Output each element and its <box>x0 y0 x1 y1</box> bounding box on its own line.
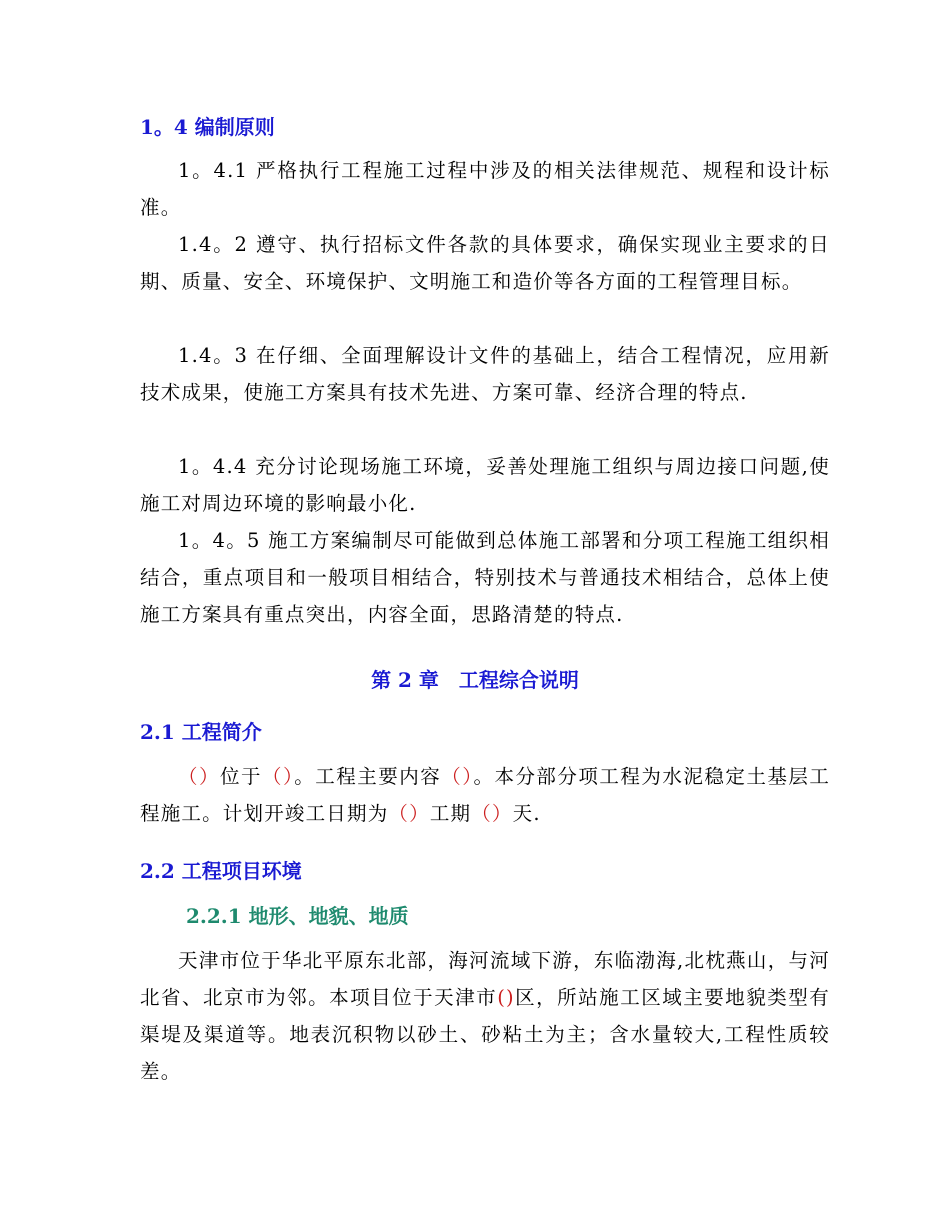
text-run: 区，所站施工区域主要地貌类型有渠堤及渠道等。地表沉积物以砂土、砂粘土为主；含水量较大,工程性质较差。 <box>140 986 830 1083</box>
text-run: 天津市位于华北平原东北部，海河流域下游，东临渤海,北枕燕山，与河北省、北京市为邻。本项目位于天津市 <box>140 949 830 1009</box>
paragraph-1-4-2: 1.4。2 遵守、执行招标文件各款的具体要求，确保实现业主要求的日期、质量、安全、环境保护、文明施工和造价等各方面的工程管理目标。 <box>140 233 830 293</box>
placeholder-blank: （） <box>262 765 295 788</box>
paragraph-1-4-5: 1。4。5 施工方案编制尽可能做到总体施工部署和分项工程施工组织相结合，重点项目和一般项目相结合，特别技术与普通技术相结合，总体上使施工方案具有重点突出，内容全面，思路清楚的特点. <box>140 529 830 626</box>
paragraph-1-4-3: 1.4。3 在仔细、全面理解设计文件的基础上，结合工程情况，应用新技术成果，使施工方案具有技术先进、方案可靠、经济合理的特点. <box>140 344 830 404</box>
section-heading-2-2: 2.2 工程项目环境 <box>140 859 302 883</box>
section-heading-1-4: 1。4 编制原则 <box>140 115 275 139</box>
placeholder-blank: （） <box>471 802 513 825</box>
text-run: 天. <box>512 802 541 825</box>
placeholder-blank: （） <box>178 765 220 788</box>
paragraph-1-4-4: 1。4.4 充分讨论现场施工环境，妥善处理施工组织与周边接口问题,使施工对周边环境的影响最小化. <box>140 455 830 515</box>
paragraph-1-4-1: 1。4.1 严格执行工程施工过程中涉及的相关法律规范、规程和设计标准。 <box>140 159 830 219</box>
paragraph-2-2-1 <box>140 942 830 1090</box>
text-run: 。工程主要内容 <box>294 765 442 788</box>
sub-heading-2-2-1: 2.2.1 地形、地貌、地质 <box>186 904 409 928</box>
placeholder-blank: () <box>497 986 515 1009</box>
chapter-title: 第 2 章 工程综合说明 <box>371 668 579 692</box>
section-heading-2-1: 2.1 工程简介 <box>140 720 262 744</box>
text-run: 。本分部分项工程为水泥稳定土基层工程施工。计划开竣工日期为 <box>140 765 831 825</box>
placeholder-blank: （） <box>441 765 474 788</box>
paragraph-2-1 <box>140 758 830 832</box>
text-run: 位于 <box>220 765 262 788</box>
placeholder-blank: （） <box>388 802 430 825</box>
text-run: 工期 <box>429 802 472 825</box>
